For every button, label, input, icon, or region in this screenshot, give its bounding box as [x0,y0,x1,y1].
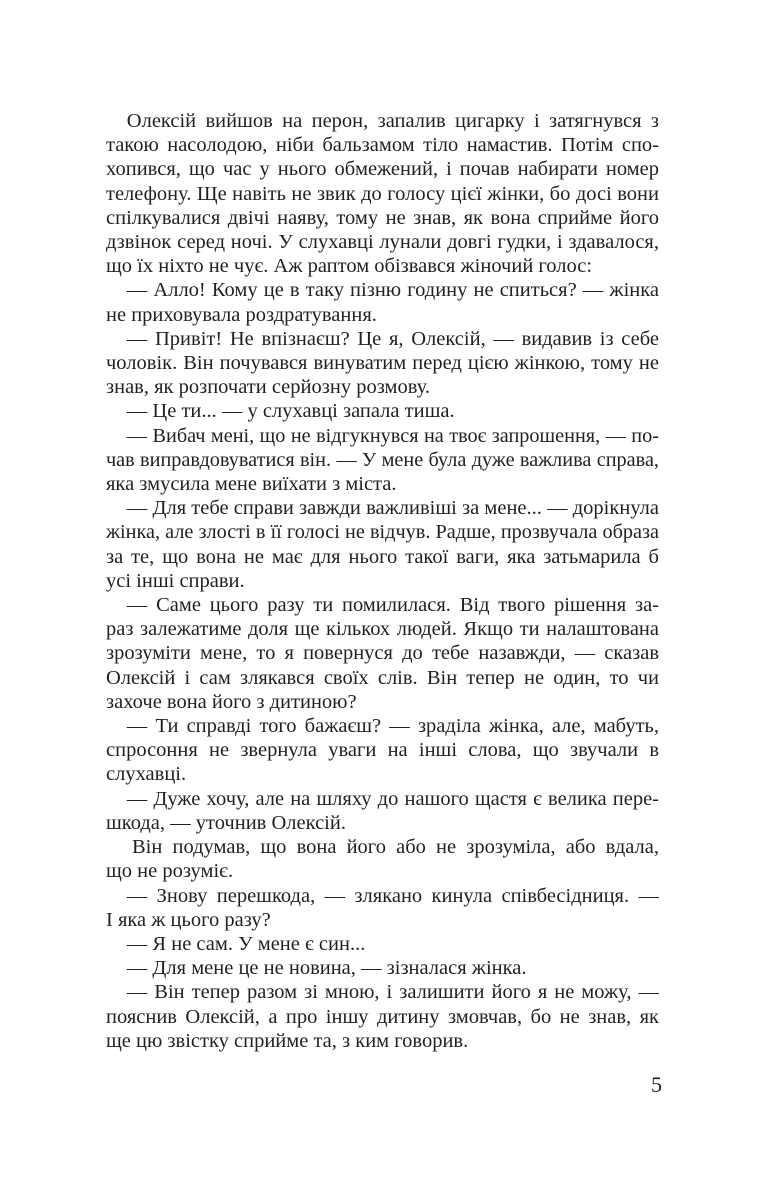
text-line: зрозуміти мене, то я повернуся до тебе назавжди, — сказав [106,642,659,665]
paragraph [106,399,659,423]
text-line: яка змусила мене виїхати з міста. [106,473,397,496]
paragraph [106,787,659,835]
text-line: І яка ж цього разу? [106,908,271,931]
text-line: захоче вона його з дитиною? [106,690,357,713]
text-line: — Знову перешкода, — злякано кинула співбесідниця. — [126,884,659,907]
text-line: — Це ти... — у слухавці запала тиша. [126,400,455,423]
paragraph [106,884,659,932]
paragraph [106,496,659,593]
text-line: Олексій вийшов на перон, запалив цигарку і затягнувся з [126,110,659,132]
paragraph [106,593,659,714]
text-line: — Вибач мені, що не відгукнувся на твоє запрошення, — по- [126,424,659,447]
page-number: 5 [651,1072,662,1097]
paragraph [106,714,659,787]
text-line: — Для мене це не новина, — зізналася жінка. [126,957,527,980]
text-line: чоловік. Він почувався винуватим перед цією жінкою, тому не [106,352,659,375]
text-line: ще цю звістку сприйме та, з ким говорив. [106,1029,469,1052]
text-line: хопився, що час у нього обмежений, і почав набирати номер [106,158,659,181]
text-line: телефону. Ще навіть не звик до голосу цієї жінки, бо досі вони [106,182,659,205]
text-line: — Саме цього разу ти помилилася. Від твого рішення за- [126,594,659,617]
text-line: — Дуже хочу, але на шляху до нашого щастя є велика пере- [126,787,659,810]
text-line: — Ти справді того бажаєш? — зраділа жінка, але, мабуть, [126,715,659,738]
text-line: жінка, але злості в її голосі не відчув. Радше, прозвучала образа [106,521,659,544]
paragraph [106,278,659,326]
text-line: — Алло! Кому це в таку пізню годину не спиться? — жінка [126,279,659,302]
text-line: — Для тебе справи завжди важливіші за мене... — дорікнула [126,497,659,520]
text-line: що не розуміє. [106,860,234,883]
paragraph [106,980,659,1053]
text-line: такою насолодою, ніби бальзамом тіло намастив. Потім спо- [106,134,659,157]
text-line: — Він тепер разом зі мною, і залишити його я не можу, — [126,981,659,1004]
text-line: що їх ніхто не чує. Аж раптом обізвався жіночий голос: [106,255,593,278]
text-line: — Я не сам. У мене є син... [126,932,366,955]
paragraph [106,327,659,400]
text-line: слухавці. [106,763,187,786]
text-line: Він подумав, що вона його або не зрозуміла, або вдала, [132,836,659,859]
text-line: не приховувала роздратування. [106,303,377,326]
paragraph [106,956,659,980]
text-line: Олексій і сам злякався своїх слів. Він тепер не один, то чи [106,666,659,689]
text-line: пояснив Олексій, а про іншу дитину змовчав, бо не знав, як [106,1005,659,1028]
paragraph [106,109,659,278]
text-line: за те, що вона не має для нього такої ваги, яка затьмарила б [106,545,659,568]
paragraph [106,424,659,497]
text-line: раз залежатиме доля ще кількох людей. Якщо ти налаштована [106,618,659,641]
text-line: усі інші справи. [106,569,245,592]
text-line: дзвінок серед ночі. У слухавці лунали довгі гудки, і здавалося, [106,231,659,254]
paragraph [106,835,659,883]
text-line: спросоння не звернула уваги на інші слова, що звучали в [106,739,659,762]
body-text [106,109,659,1053]
text-line: — Привіт! Не впізнаєш? Це я, Олексій, — видавив із себе [126,327,659,350]
text-line: спілкувалися двічі наяву, тому не знав, як вона сприйме його [106,206,659,229]
text-line: знав, як розпочати серйозну розмову. [106,376,431,399]
paragraph [106,932,659,956]
text-line: шкода, — уточнив Олексій. [106,811,346,834]
text-line: чав виправдовуватися він. — У мене була дуже важлива справа, [106,448,659,471]
